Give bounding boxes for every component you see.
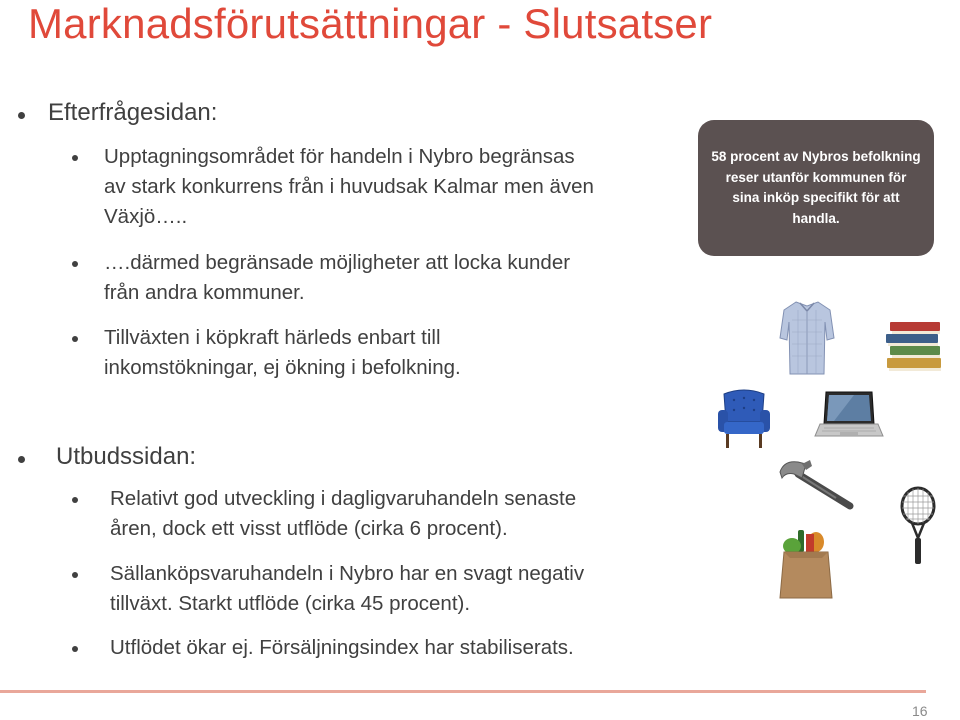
bullet <box>18 456 25 463</box>
page-number: 16 <box>912 703 928 719</box>
demand-item-2-line-1: ….därmed begränsade möjligheter att locka kunder <box>104 251 571 274</box>
bullet <box>72 646 78 652</box>
demand-item-2-line-2: från andra kommuner. <box>104 281 305 304</box>
demand-item-1-line-3: Växjö….. <box>104 205 188 228</box>
supply-item-3 <box>110 633 710 663</box>
footer-rule <box>0 690 926 693</box>
bullet <box>72 336 78 342</box>
bullet <box>72 497 78 503</box>
tennis-racket-icon <box>898 486 940 566</box>
demand-item-3 <box>104 323 704 383</box>
supply-item-2-line-1: Sällanköpsvaruhandeln i Nybro har en svagt negativ <box>110 562 585 585</box>
supply-item-1 <box>110 484 710 544</box>
supply-item-2-line-2: tillväxt. Starkt utflöde (cirka 45 procent). <box>110 592 471 615</box>
supply-heading: Utbudssidan: <box>56 443 197 470</box>
supply-item-1-line-2: åren, dock ett visst utflöde (cirka 6 procent). <box>110 517 508 540</box>
callout-box <box>698 120 934 256</box>
hammer-icon <box>776 458 854 514</box>
supply-item-1-line-1: Relativt god utveckling i dagligvaruhandeln senaste <box>110 487 577 510</box>
bullet <box>72 572 78 578</box>
armchair-icon <box>716 388 772 452</box>
demand-item-3-line-1: Tillväxten i köpkraft härleds enbart till <box>104 326 441 349</box>
demand-item-2 <box>104 248 704 308</box>
demand-item-1 <box>104 142 704 232</box>
laptop-icon <box>814 388 884 442</box>
slide-title: Marknadsförutsättningar - Slutsatser <box>28 0 713 47</box>
supply-item-2 <box>110 559 710 619</box>
shirt-icon <box>778 298 836 376</box>
demand-item-3-line-2: inkomstökningar, ej ökning i befolkning. <box>104 356 461 379</box>
callout-text: 58 procent av Nybros befolkning reser utanför kommunen för sina inköp specifikt för att handla. <box>711 149 921 226</box>
demand-heading: Efterfrågesidan: <box>48 99 218 126</box>
demand-item-1-line-2: av stark konkurrens från i huvudsak Kalmar men även <box>104 175 594 198</box>
bullet <box>72 261 78 267</box>
grocery-bag-icon <box>776 524 836 600</box>
bullet <box>72 155 78 161</box>
demand-item-1-line-1: Upptagningsområdet för handeln i Nybro begränsas <box>104 145 575 168</box>
supply-item-3-line-1: Utflödet ökar ej. Försäljningsindex har stabiliserats. <box>110 636 574 659</box>
books-icon <box>884 318 946 376</box>
bullet <box>18 112 25 119</box>
